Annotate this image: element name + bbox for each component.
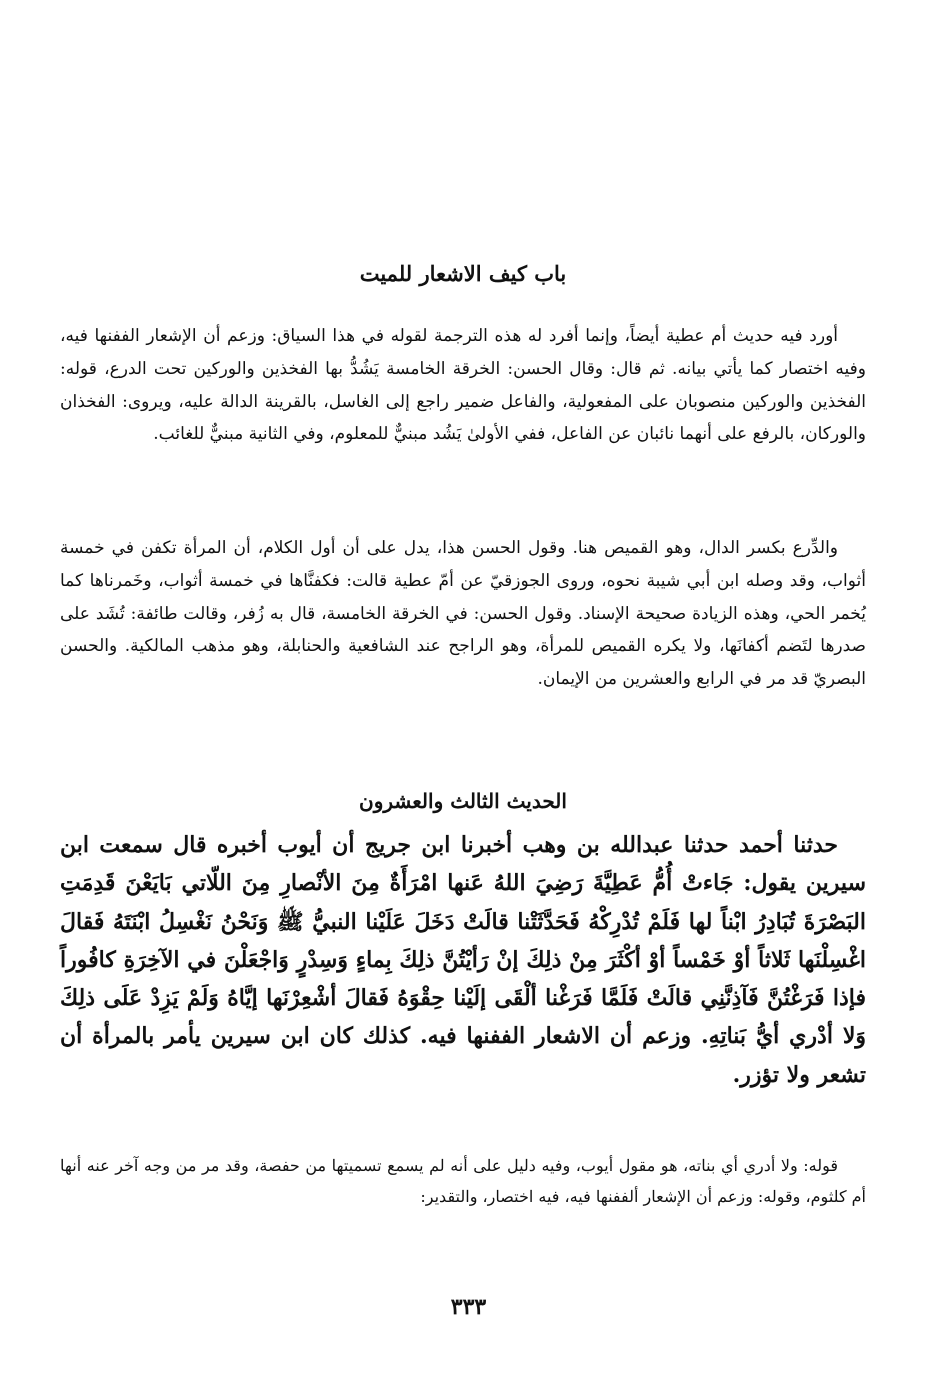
footnote-commentary: قوله: ولا أدري أي بناته، هو مقول أيوب، وفيه دليل على أنه لم يسمع تسميتها من حفصة، وقد مر من وجه آخر عنه أنها أم كلثوم، وقوله: وزعم أن الإشعار ألففنها فيه، فيه اختصار، والتقدير:	[60, 1156, 866, 1206]
hadith-isnad: حدثنا أحمد حدثنا عبدالله بن وهب أخبرنا ابن جريج أن أيوب أخبره قال سمعت ابن سيرين يقول:	[60, 832, 867, 897]
hadith-title: الحديث الثالث والعشرون	[359, 789, 567, 813]
commentary-paragraph-1	[60, 320, 866, 451]
hadith-tail: وزعم أن الاشعار الففنها فيه. كذلك كان ابن سيرين يأمر بالمرأة أن تشعر ولا تؤزر.	[60, 1023, 866, 1088]
commentary-paragraph-2	[60, 532, 866, 696]
paragraph-text: والدِّرع بكسر الدال، وهو القميص هنا. وقول الحسن هذا، يدل على أن أول الكلام، أن المرأة تكفن في خمسة أثواب، وقد وصله ابن أبي شيبة نحوه، وروى الجوزقيّ عن أمّ عطية قالت: فكفنَّاها في خمسة أثواب، وخَمرناها كما يُخمر الحي، وهذه الزيادة صحيحة الإسناد. وقول الحسن: في الخرقة الخامسة، قال به زُفر، وقالت طائفة: تُشَد على صدرها لتَضم أكفانَها، ولا يكره القميص للمرأة، وهو الراجح عند الشافعية والحنابلة، وهو مذهب المالكية. والحسن البصريّ قد مر في الرابع والعشرين من الإيمان.	[60, 538, 866, 690]
page-number: ٣٣٣	[450, 1294, 487, 1320]
paragraph-text: أورد فيه حديث أم عطية أيضاً، وإنما أفرد له هذه الترجمة لقوله في هذا السياق: وزعم أن الإشعار الففنها فيه، وفيه اختصار كما يأتي بيانه. ثم قال: وقال الحسن: الخرقة الخامسة يَشُدُّ بها الفخذين والوركين تحت الدرع، قوله: الفخذين والوركين منصوبان على المفعولية، والفاعل ضمير راجع إلى الغاسل، بالقرينة الدالة عليه، ويروى: الفخذان والوركان، بالرفع على أنهما نائبان عن الفاعل، ففي الأولىٰ يَشُد مبنيٌّ للمعلوم، وفي الثانية مبنيٌّ للغائب.	[60, 326, 866, 445]
chapter-title: باب كيف الاشعار للميت	[359, 261, 567, 286]
hadith-text	[60, 826, 866, 1094]
hadith-matn: جَاءتْ أُمُّ عَطِيَّةَ رَضِيَ اللهُ عَنها امْرَأَةٌ مِنَ الأنْصارِ مِنَ اللّاتي بَايَعْنَ قَدِمَتِ البَصْرَةَ تُبَادِرُ ابْناً لها فَلَمْ تُدْرِكْهُ فَحَدَّثَتْنا قالَتْ دَخَلَ عَلَيْنا النبيُّ ﷺ وَنَحْنُ نَغْسِلُ ابْنَتَهُ فَقالَ اغْسِلْنَها ثَلاثاً أوْ خَمْساً أوْ أكْثَرَ مِنْ ذلِكَ إنْ رَأيْتُنَّ ذلِكَ بِماءٍ وَسِدْرٍ وَاجْعَلْنَ في الآخِرَةِ كافُوراً فإذا فَرَغْتُنَّ فَآذِنَّنِي قالَتْ فَلَمَّا فَرَغْنا ألْقَى إلَيْنا حِقْوَهُ فَقالَ أشْعِرْنَها إيَّاهُ وَلَمْ يَزِدْ عَلَى ذلِكَ وَلا أدْري أيُّ بَناتِهِ.	[60, 870, 866, 1050]
